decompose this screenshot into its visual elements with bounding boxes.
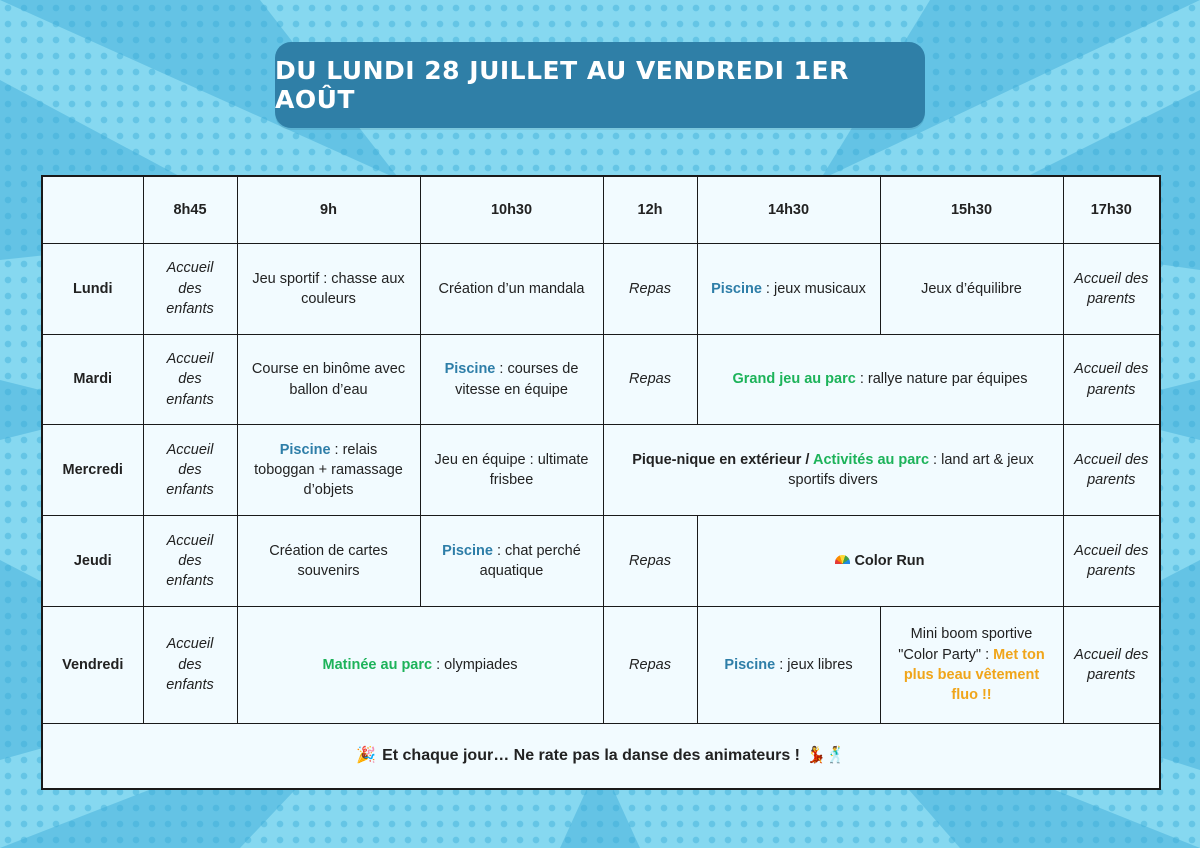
activity-cell bbox=[603, 425, 1063, 516]
header-row bbox=[42, 176, 1160, 244]
weekly-schedule-table bbox=[41, 175, 1161, 790]
activity-cell: Accueil des parents bbox=[1063, 244, 1160, 335]
meal-cell: Repas bbox=[603, 244, 697, 335]
meal-cell: Repas bbox=[603, 516, 697, 607]
activity-cell: Accueil des enfants bbox=[143, 606, 237, 723]
activity-cell bbox=[237, 425, 420, 516]
activity-text: : land art & jeux sportifs divers bbox=[788, 452, 1034, 489]
row-mercredi bbox=[42, 425, 1160, 516]
highlight-text: Piscine bbox=[711, 280, 762, 297]
activity-cell: Jeu sportif : chasse aux couleurs bbox=[237, 244, 420, 335]
activity-cell: Accueil des enfants bbox=[143, 244, 237, 335]
activity-cell: Accueil des parents bbox=[1063, 425, 1160, 516]
activity-cell bbox=[880, 606, 1063, 723]
day-label: Vendredi bbox=[42, 606, 143, 723]
activity-text: : courses de vitesse en équipe bbox=[455, 361, 579, 398]
footer-cell bbox=[42, 724, 1160, 790]
meal-cell: Repas bbox=[603, 606, 697, 723]
day-label: Jeudi bbox=[42, 516, 143, 607]
day-label: Lundi bbox=[42, 244, 143, 335]
activity-cell bbox=[697, 244, 880, 335]
highlight-text: Met ton plus beau vêtement fluo !! bbox=[903, 646, 1045, 704]
highlight-text: Piscine bbox=[279, 441, 331, 458]
footer-row bbox=[42, 724, 1160, 790]
party-popper-icon: 🎉 bbox=[356, 746, 377, 764]
row-jeudi bbox=[42, 516, 1160, 607]
activity-cell: Course en binôme avec ballon d’eau bbox=[237, 334, 420, 425]
activity-cell: Accueil des parents bbox=[1063, 606, 1160, 723]
activity-cell: Accueil des parents bbox=[1063, 334, 1160, 425]
day-label: Mardi bbox=[42, 334, 143, 425]
highlight-text: Activités au parc bbox=[812, 452, 930, 468]
activity-text: : rallye nature par équipes bbox=[855, 371, 1028, 388]
row-lundi bbox=[42, 244, 1160, 335]
activity-text: Mini boom sportive "Color Party" : bbox=[898, 626, 1033, 663]
highlight-text: Piscine bbox=[442, 542, 493, 559]
activity-cell: Création d’un mandala bbox=[420, 244, 603, 335]
time-header: 15h30 bbox=[880, 176, 1063, 244]
activity-text: : olympiades bbox=[432, 656, 518, 673]
activity-cell bbox=[420, 334, 603, 425]
activity-cell bbox=[697, 606, 880, 723]
activity-text: : jeux libres bbox=[775, 656, 853, 673]
activity-text: : chat perché aquatique bbox=[479, 542, 581, 580]
highlight-text: Grand jeu au parc bbox=[732, 371, 856, 388]
meal-cell: Repas bbox=[603, 334, 697, 425]
page-title: DU LUNDI 28 JUILLET AU VENDREDI 1ER AOÛT bbox=[275, 56, 849, 114]
activity-cell: Accueil des enfants bbox=[143, 334, 237, 425]
dancers-icon: 💃🕺 bbox=[806, 746, 846, 764]
activity-text: Color Run bbox=[854, 552, 925, 569]
activity-text: : jeux musicaux bbox=[761, 280, 866, 297]
title-banner bbox=[275, 42, 925, 128]
footer-text: Et chaque jour… Ne rate pas la danse des animateurs ! bbox=[382, 746, 800, 764]
activity-cell: Jeux d’équilibre bbox=[880, 244, 1063, 335]
activity-cell: Jeu en équipe : ultimate frisbee bbox=[420, 425, 603, 516]
time-header: 17h30 bbox=[1063, 176, 1160, 244]
separator-text: / bbox=[801, 452, 813, 468]
activity-cell: Création de cartes souvenirs bbox=[237, 516, 420, 607]
corner-cell bbox=[42, 176, 143, 244]
bold-text: Pique-nique en extérieur bbox=[632, 452, 802, 468]
activity-cell bbox=[697, 334, 1063, 425]
time-header: 9h bbox=[237, 176, 420, 244]
row-mardi bbox=[42, 334, 1160, 425]
highlight-text: Piscine bbox=[444, 361, 496, 378]
activity-text: : relais toboggan + ramassage d’objets bbox=[254, 441, 403, 499]
highlight-text: Piscine bbox=[724, 656, 776, 673]
activity-cell: Accueil des parents bbox=[1063, 516, 1160, 607]
activity-cell bbox=[237, 606, 603, 723]
activity-cell bbox=[420, 516, 603, 607]
activity-cell: Accueil des enfants bbox=[143, 425, 237, 516]
time-header: 12h bbox=[603, 176, 697, 244]
time-header: 8h45 bbox=[143, 176, 237, 244]
row-vendredi bbox=[42, 606, 1160, 723]
activity-cell bbox=[697, 516, 1063, 607]
time-header: 10h30 bbox=[420, 176, 603, 244]
time-header: 14h30 bbox=[697, 176, 880, 244]
rainbow-icon bbox=[835, 555, 850, 564]
activity-cell: Accueil des enfants bbox=[143, 516, 237, 607]
day-label: Mercredi bbox=[42, 425, 143, 516]
highlight-text: Matinée au parc bbox=[322, 656, 433, 673]
